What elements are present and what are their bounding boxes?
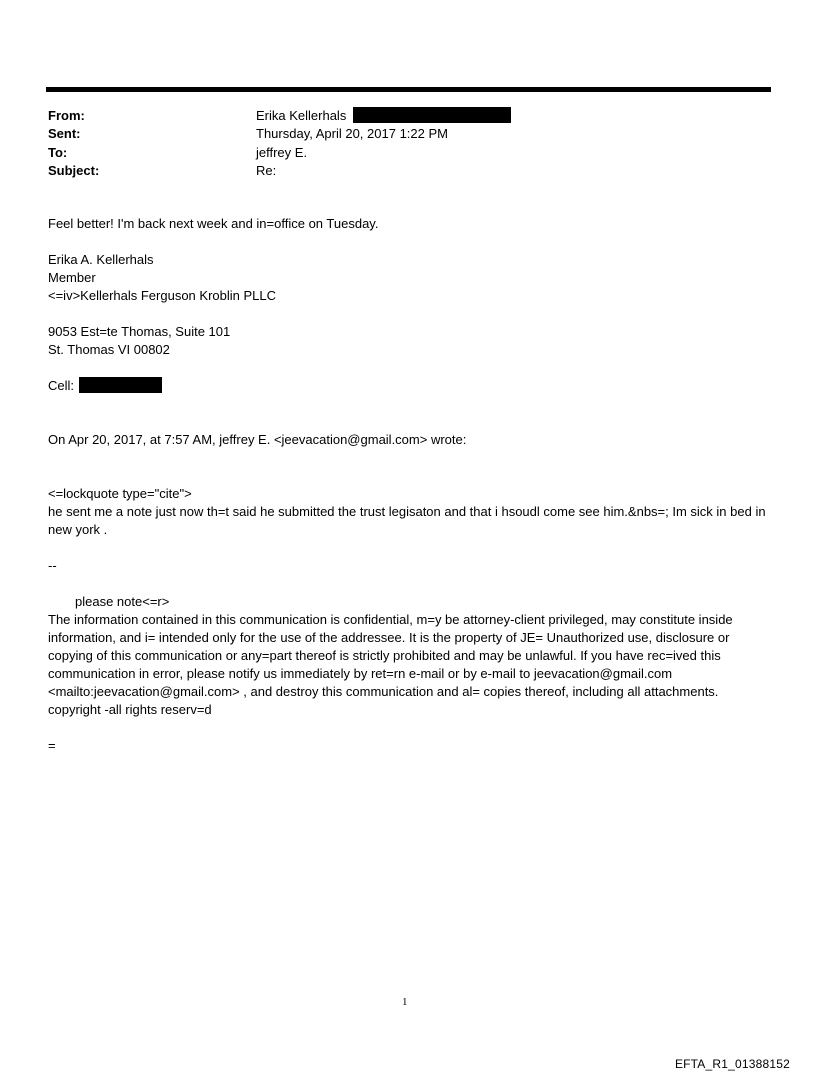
redaction-block [79, 377, 162, 393]
address-line-2: St. Thomas VI 00802 [48, 342, 170, 357]
message-line: Feel better! I'm back next week and in=office on Tuesday. [48, 216, 379, 231]
to-value: jeffrey E. [256, 145, 308, 160]
quote-intro: On Apr 20, 2017, at 7:57 AM, jeffrey E. <jeevacation@gmail.com> wrote: [48, 432, 467, 447]
from-label: From: [48, 108, 85, 123]
separator-dashes: -- [48, 558, 57, 573]
document-id: EFTA_R1_01388152 [674, 1057, 790, 1071]
page-number: 1 [402, 996, 408, 1008]
sent-value: Thursday, April 20, 2017 1:22 PM [256, 126, 448, 141]
address-line-1: 9053 Est=te Thomas, Suite 101 [48, 324, 231, 339]
to-label: To: [48, 145, 68, 160]
disclaimer-text: The information contained in this communication is confidential, m=y be attorney-client privileged, may constitute inside information, and i= intended only for the use of the addressee. It is the property of JE= Unauthorized use, disclosure or copying of this communication or any=part thereof is strictly prohibited and may be unlawful. If you have rec=ived this communication in error, please notify us immediately by ret=rn e-mail or by e-mail to jeevacation@gmail.com <mailto:jeevacation@gmail.com> , and destroy this communication and al= copies thereof, including all attachments. copyright -all rights reserv=d [48, 612, 733, 717]
header-rule [46, 87, 771, 92]
subject-label: Subject: [48, 163, 100, 178]
trailing-equals: = [48, 738, 56, 753]
signature-title: Member [48, 270, 96, 285]
quoted-text: he sent me a note just now th=t said he submitted the trust legisaton and that i hsoudl come see him.&nbs=; Im sick in bed in new york . [48, 504, 766, 537]
signature-firm: <=iv>Kellerhals Ferguson Kroblin PLLC [48, 288, 276, 303]
from-value [256, 107, 511, 125]
cell-line [48, 377, 162, 395]
from-name: Erika Kellerhals [256, 108, 347, 123]
blockquote-tag: <=lockquote type="cite"> [48, 486, 192, 501]
please-note: please note<=r> [75, 594, 170, 609]
signature-name: Erika A. Kellerhals [48, 252, 154, 267]
subject-value: Re: [256, 163, 277, 178]
cell-label: Cell: [48, 378, 75, 393]
redaction-block [353, 107, 511, 123]
sent-label: Sent: [48, 126, 81, 141]
